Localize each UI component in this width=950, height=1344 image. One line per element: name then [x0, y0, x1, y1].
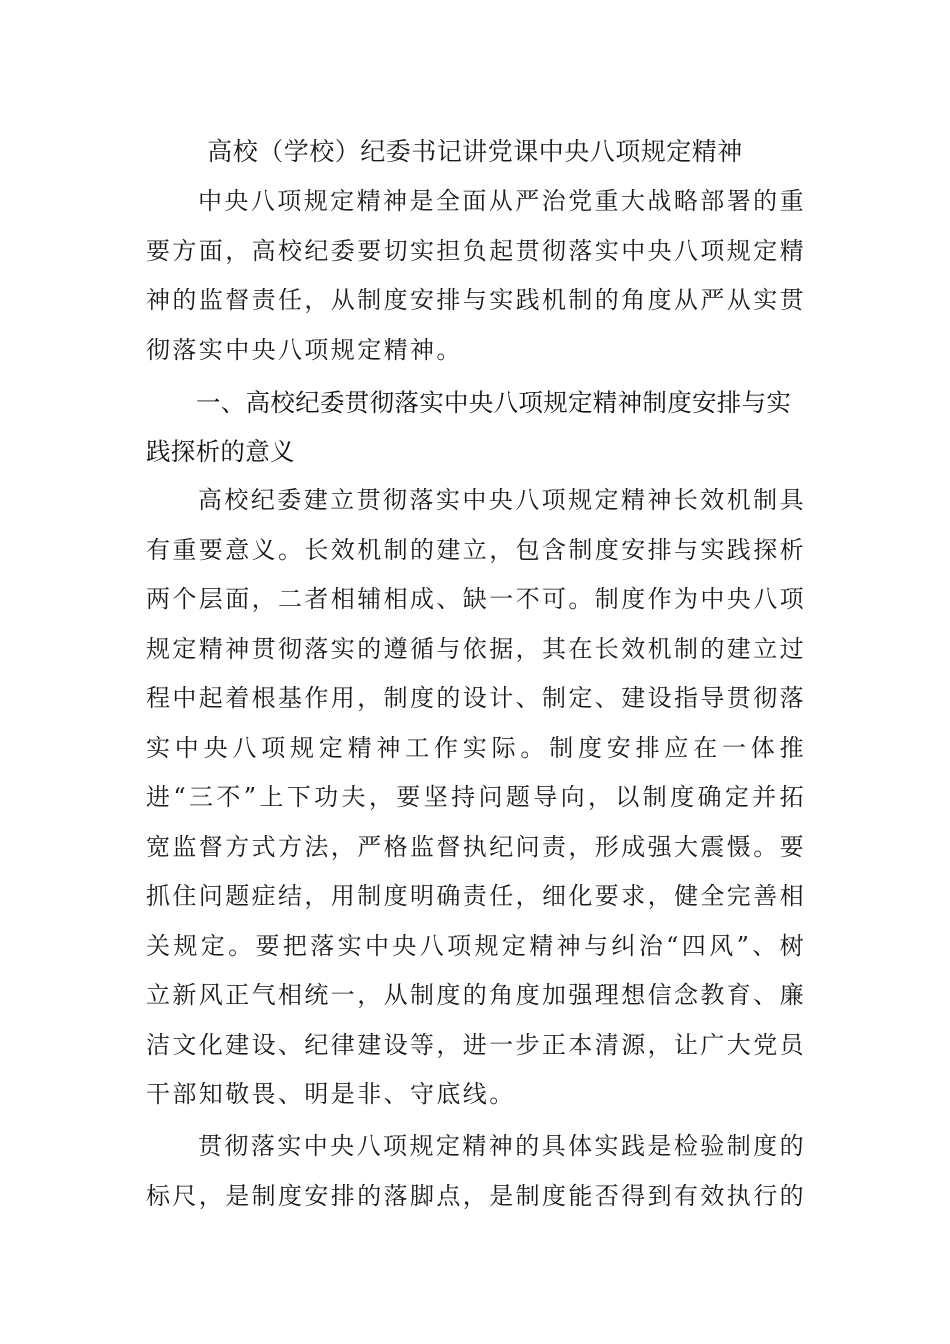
intro-paragraph: 中央八项规定精神是全面从严治党重大战略部署的重要方面，高校纪委要切实担负起贯彻落实中央八项规定精神的监督责任，从制度安排与实践机制的角度从严从实贯彻落实中央八项规定精神。	[146, 187, 806, 364]
section-1-paragraph-2: 贯彻落实中央八项规定精神的具体实践是检验制度的标尺，是制度安排的落脚点，是制度能否得到有效执行的	[146, 1132, 806, 1210]
section-1-paragraph-1: 高校纪委建立贯彻落实中央八项规定精神长效机制具有重要意义。长效机制的建立，包含制度安排与实践探析两个层面，二者相辅相成、缺一不可。制度作为中央八项规定精神贯彻落实的遵循与依据，其在长效机制的建立过程中起着根基作用，制度的设计、制定、建设指导贯彻落实中央八项规定精神工作实际。制度安排应在一体推进“三不”上下功夫，要坚持问题导向，以制度确定并拓宽监督方式方法，严格监督执纪问责，形成强大震慑。要抓住问题症结，用制度明确责任，细化要求，健全完善相关规定。要把落实中央八项规定精神与纠治“四风”、树立新风正气相统一，从制度的角度加强理想信念教育、廉洁文化建设、纪律建设等，进一步正本清源，让广大党员干部知敬畏、明是非、守底线。	[146, 486, 806, 1108]
section-1-heading: 一、高校纪委贯彻落实中央八项规定精神制度安排与实践探析的意义	[146, 388, 792, 466]
document-title: 高校（学校）纪委书记讲党课中央八项规定精神	[207, 137, 743, 166]
